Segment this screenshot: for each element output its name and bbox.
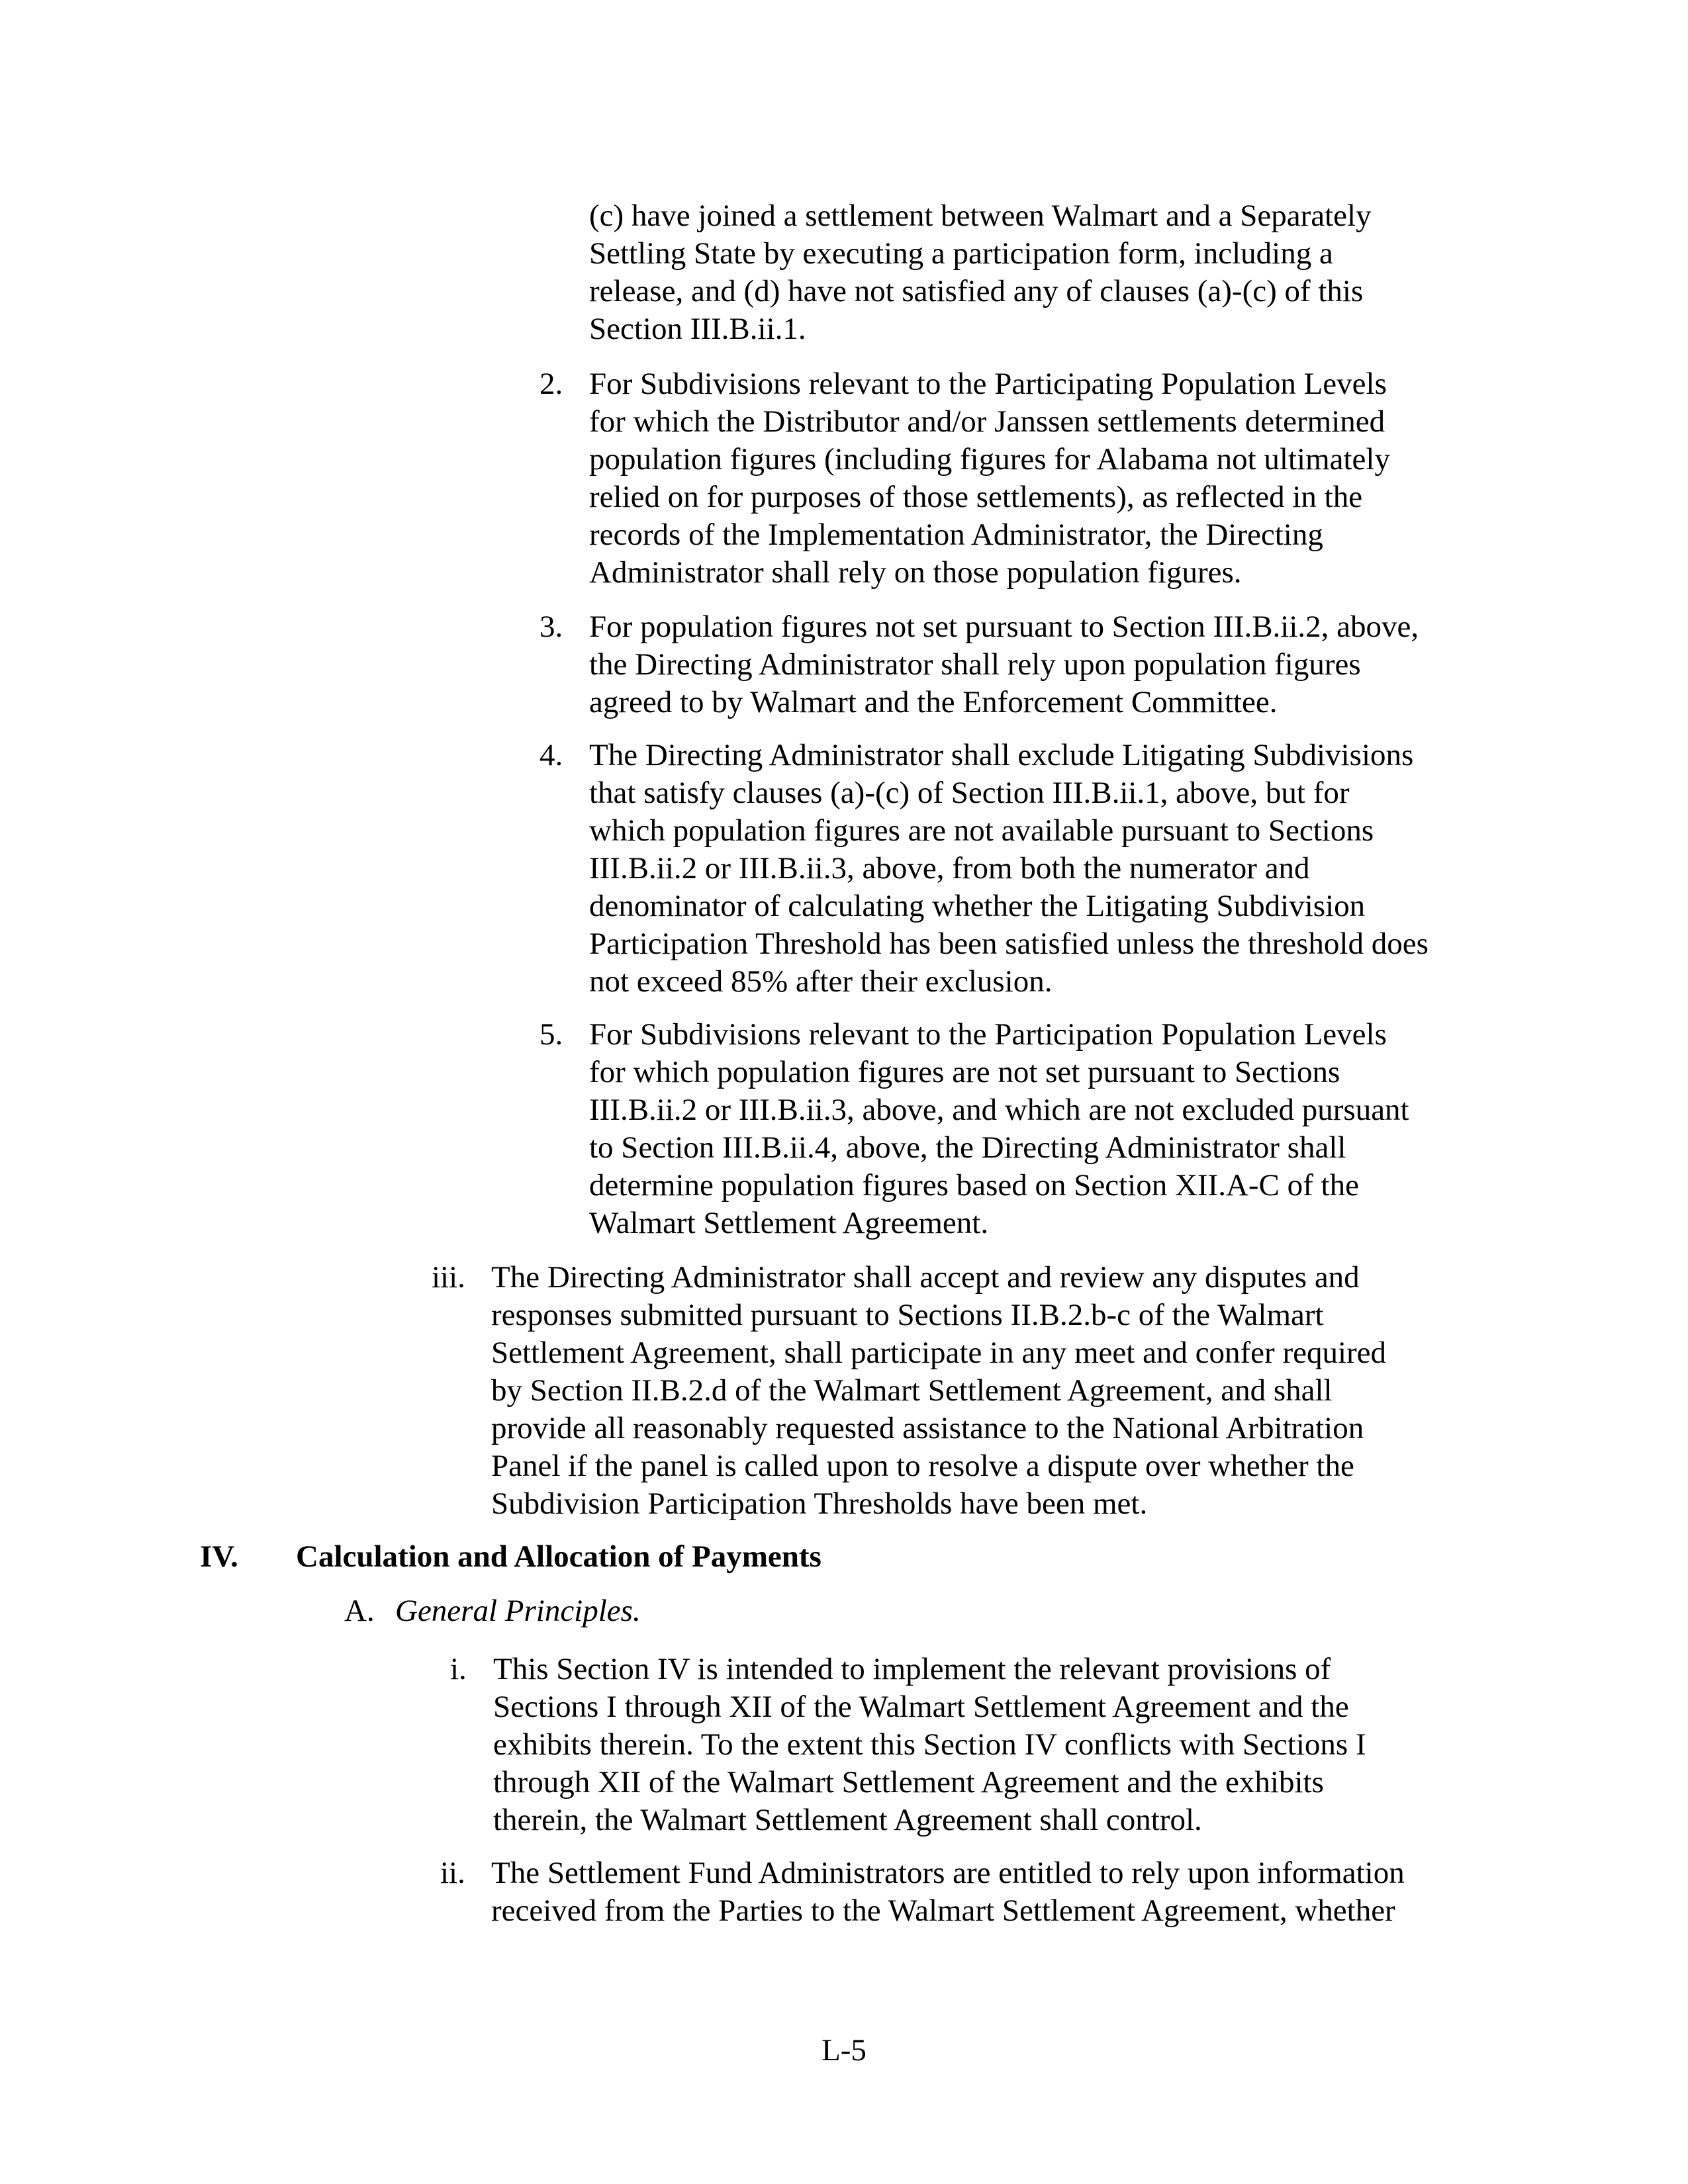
- text-line: therein, the Walmart Settlement Agreement shall control.: [493, 1803, 1202, 1837]
- text-line: responses submitted pursuant to Sections II.B.2.b-c of the Walmart: [491, 1298, 1324, 1332]
- list-marker-iii: iii.: [432, 1260, 465, 1295]
- subsection-title: General Principles.: [395, 1594, 641, 1628]
- list-item-i: [493, 1651, 1366, 1839]
- text-line: Walmart Settlement Agreement.: [589, 1206, 989, 1240]
- section-title: Calculation and Allocation of Payments: [296, 1539, 821, 1574]
- text-line: This Section IV is intended to implement the relevant provisions of: [493, 1652, 1331, 1686]
- text-line: Settling State by executing a participation form, including a: [589, 236, 1333, 271]
- text-line: received from the Parties to the Walmart Settlement Agreement, whether: [491, 1893, 1395, 1928]
- text-line: the Directing Administrator shall rely upon population figures: [589, 647, 1361, 682]
- text-line: The Directing Administrator shall exclude Litigating Subdivisions: [589, 738, 1414, 772]
- text-line: by Section II.B.2.d of the Walmart Settlement Agreement, and shall: [491, 1373, 1333, 1408]
- list-marker-5: 5.: [539, 1017, 563, 1052]
- text-line: III.B.ii.2 or III.B.ii.3, above, from both the numerator and: [589, 851, 1310, 886]
- text-line: provide all reasonably requested assistance to the National Arbitration: [491, 1411, 1364, 1445]
- text-line: Sections I through XII of the Walmart Settlement Agreement and the: [493, 1690, 1349, 1724]
- list-item-5: [589, 1016, 1409, 1242]
- text-line: to Section III.B.ii.4, above, the Directing Administrator shall: [589, 1130, 1346, 1165]
- text-line: Administrator shall rely on those population figures.: [589, 555, 1242, 590]
- list-marker-4: 4.: [539, 738, 563, 772]
- text-line: agreed to by Walmart and the Enforcement Committee.: [589, 685, 1278, 719]
- text-line: not exceed 85% after their exclusion.: [589, 964, 1053, 999]
- text-line: determine population figures based on Section XII.A-C of the: [589, 1168, 1359, 1203]
- text-line: which population figures are not available pursuant to Sections: [589, 813, 1374, 848]
- text-line: denominator of calculating whether the Litigating Subdivision: [589, 889, 1366, 923]
- text-line: for which population figures are not set pursuant to Sections: [589, 1055, 1340, 1089]
- list-item-ii: [491, 1854, 1405, 1930]
- text-line: through XII of the Walmart Settlement Agreement and the exhibits: [493, 1765, 1324, 1799]
- list-item-2: [589, 365, 1390, 592]
- list-marker-i: i.: [450, 1652, 467, 1686]
- text-line: Subdivision Participation Thresholds have been met.: [491, 1486, 1148, 1521]
- text-line: III.B.ii.2 or III.B.ii.3, above, and which are not excluded pursuant: [589, 1093, 1409, 1127]
- text-line: (c) have joined a settlement between Walmart and a Separately: [589, 199, 1372, 233]
- section-number: IV.: [200, 1539, 238, 1574]
- item-1-continuation: [589, 197, 1372, 348]
- text-line: records of the Implementation Administrator, the Directing: [589, 518, 1323, 552]
- subsection-marker: A.: [344, 1594, 375, 1628]
- page-number: L-5: [821, 2033, 867, 2068]
- text-line: exhibits therein. To the extent this Section IV conflicts with Sections I: [493, 1727, 1366, 1762]
- text-line: for which the Distributor and/or Janssen settlements determined: [589, 404, 1385, 439]
- text-line: For population figures not set pursuant to Section III.B.ii.2, above,: [589, 610, 1419, 644]
- list-marker-2: 2.: [539, 367, 563, 401]
- text-line: population figures (including figures for Alabama not ultimately: [589, 442, 1390, 477]
- list-marker-3: 3.: [539, 610, 563, 644]
- text-line: Settlement Agreement, shall participate in any meet and confer required: [491, 1336, 1387, 1370]
- text-line: The Directing Administrator shall accept and review any disputes and: [491, 1260, 1360, 1295]
- text-line: release, and (d) have not satisfied any of clauses (a)-(c) of this: [589, 274, 1364, 308]
- text-line: relied on for purposes of those settlements), as reflected in the: [589, 480, 1363, 514]
- text-line: Panel if the panel is called upon to resolve a dispute over whether the: [491, 1449, 1354, 1483]
- text-line: The Settlement Fund Administrators are entitled to rely upon information: [491, 1856, 1405, 1890]
- list-item-3: [589, 608, 1419, 721]
- text-line: that satisfy clauses (a)-(c) of Section III.B.ii.1, above, but for: [589, 776, 1350, 810]
- text-line: For Subdivisions relevant to the Participation Population Levels: [589, 1017, 1387, 1052]
- text-line: Section III.B.ii.1.: [589, 312, 806, 346]
- list-marker-ii: ii.: [440, 1856, 465, 1890]
- list-item-iii: [491, 1259, 1386, 1523]
- list-item-4: [589, 737, 1429, 1001]
- text-line: For Subdivisions relevant to the Participating Population Levels: [589, 367, 1387, 401]
- text-line: Participation Threshold has been satisfied unless the threshold does: [589, 927, 1429, 961]
